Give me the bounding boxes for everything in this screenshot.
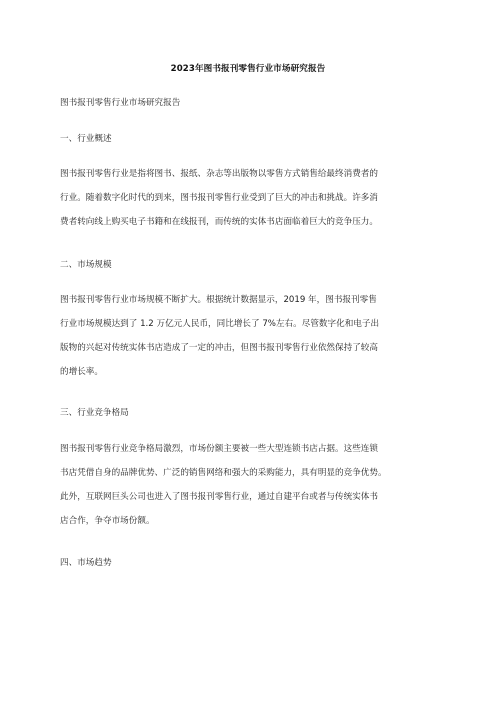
section-heading-trends: 四、市场趋势 bbox=[60, 558, 112, 568]
section-heading-competition: 三、行业竞争格局 bbox=[60, 408, 129, 418]
section-heading-market-size: 二、市场规模 bbox=[60, 260, 112, 270]
paragraph-line: 图书报刊零售行业竞争格局激烈，市场份额主要被一些大型连锁书店占据。这些连锁 bbox=[60, 444, 378, 454]
paragraph-line: 书店凭借自身的品牌优势、广泛的销售网络和强大的采购能力，具有明显的竞争优势。 bbox=[60, 468, 387, 478]
document-title: 2023年图书报刊零售行业市场研究报告 bbox=[170, 64, 326, 74]
paragraph-line: 的增长率。 bbox=[60, 367, 103, 377]
report-subtitle: 图书报刊零售行业市场研究报告 bbox=[60, 98, 181, 108]
paragraph-line: 行业市场规模达到了 1.2 万亿元人民币，同比增长了 7%左右。尽管数字化和电子出 bbox=[60, 319, 380, 329]
paragraph-line: 店合作，争夺市场份额。 bbox=[60, 516, 155, 526]
paragraph-line: 行业。随着数字化时代的到来，图书报刊零售行业受到了巨大的冲击和挑战。许多消 bbox=[60, 193, 378, 203]
paragraph-line: 此外，互联网巨头公司也进入了图书报刊零售行业，通过自建平台或者与传统实体书 bbox=[60, 492, 378, 502]
paragraph-line: 版物的兴起对传统实体书店造成了一定的冲击，但图书报刊零售行业依然保持了较高 bbox=[60, 343, 378, 353]
section-heading-overview: 一、行业概述 bbox=[60, 134, 112, 144]
paragraph-line: 图书报刊零售行业是指将图书、报纸、杂志等出版物以零售方式销售给最终消费者的 bbox=[60, 169, 378, 179]
paragraph-line: 费者转向线上购买电子书籍和在线报刊，而传统的实体书店面临着巨大的竞争压力。 bbox=[60, 217, 378, 227]
paragraph-line: 图书报刊零售行业市场规模不断扩大。根据统计数据显示，2019 年，图书报刊零售 bbox=[60, 295, 377, 305]
